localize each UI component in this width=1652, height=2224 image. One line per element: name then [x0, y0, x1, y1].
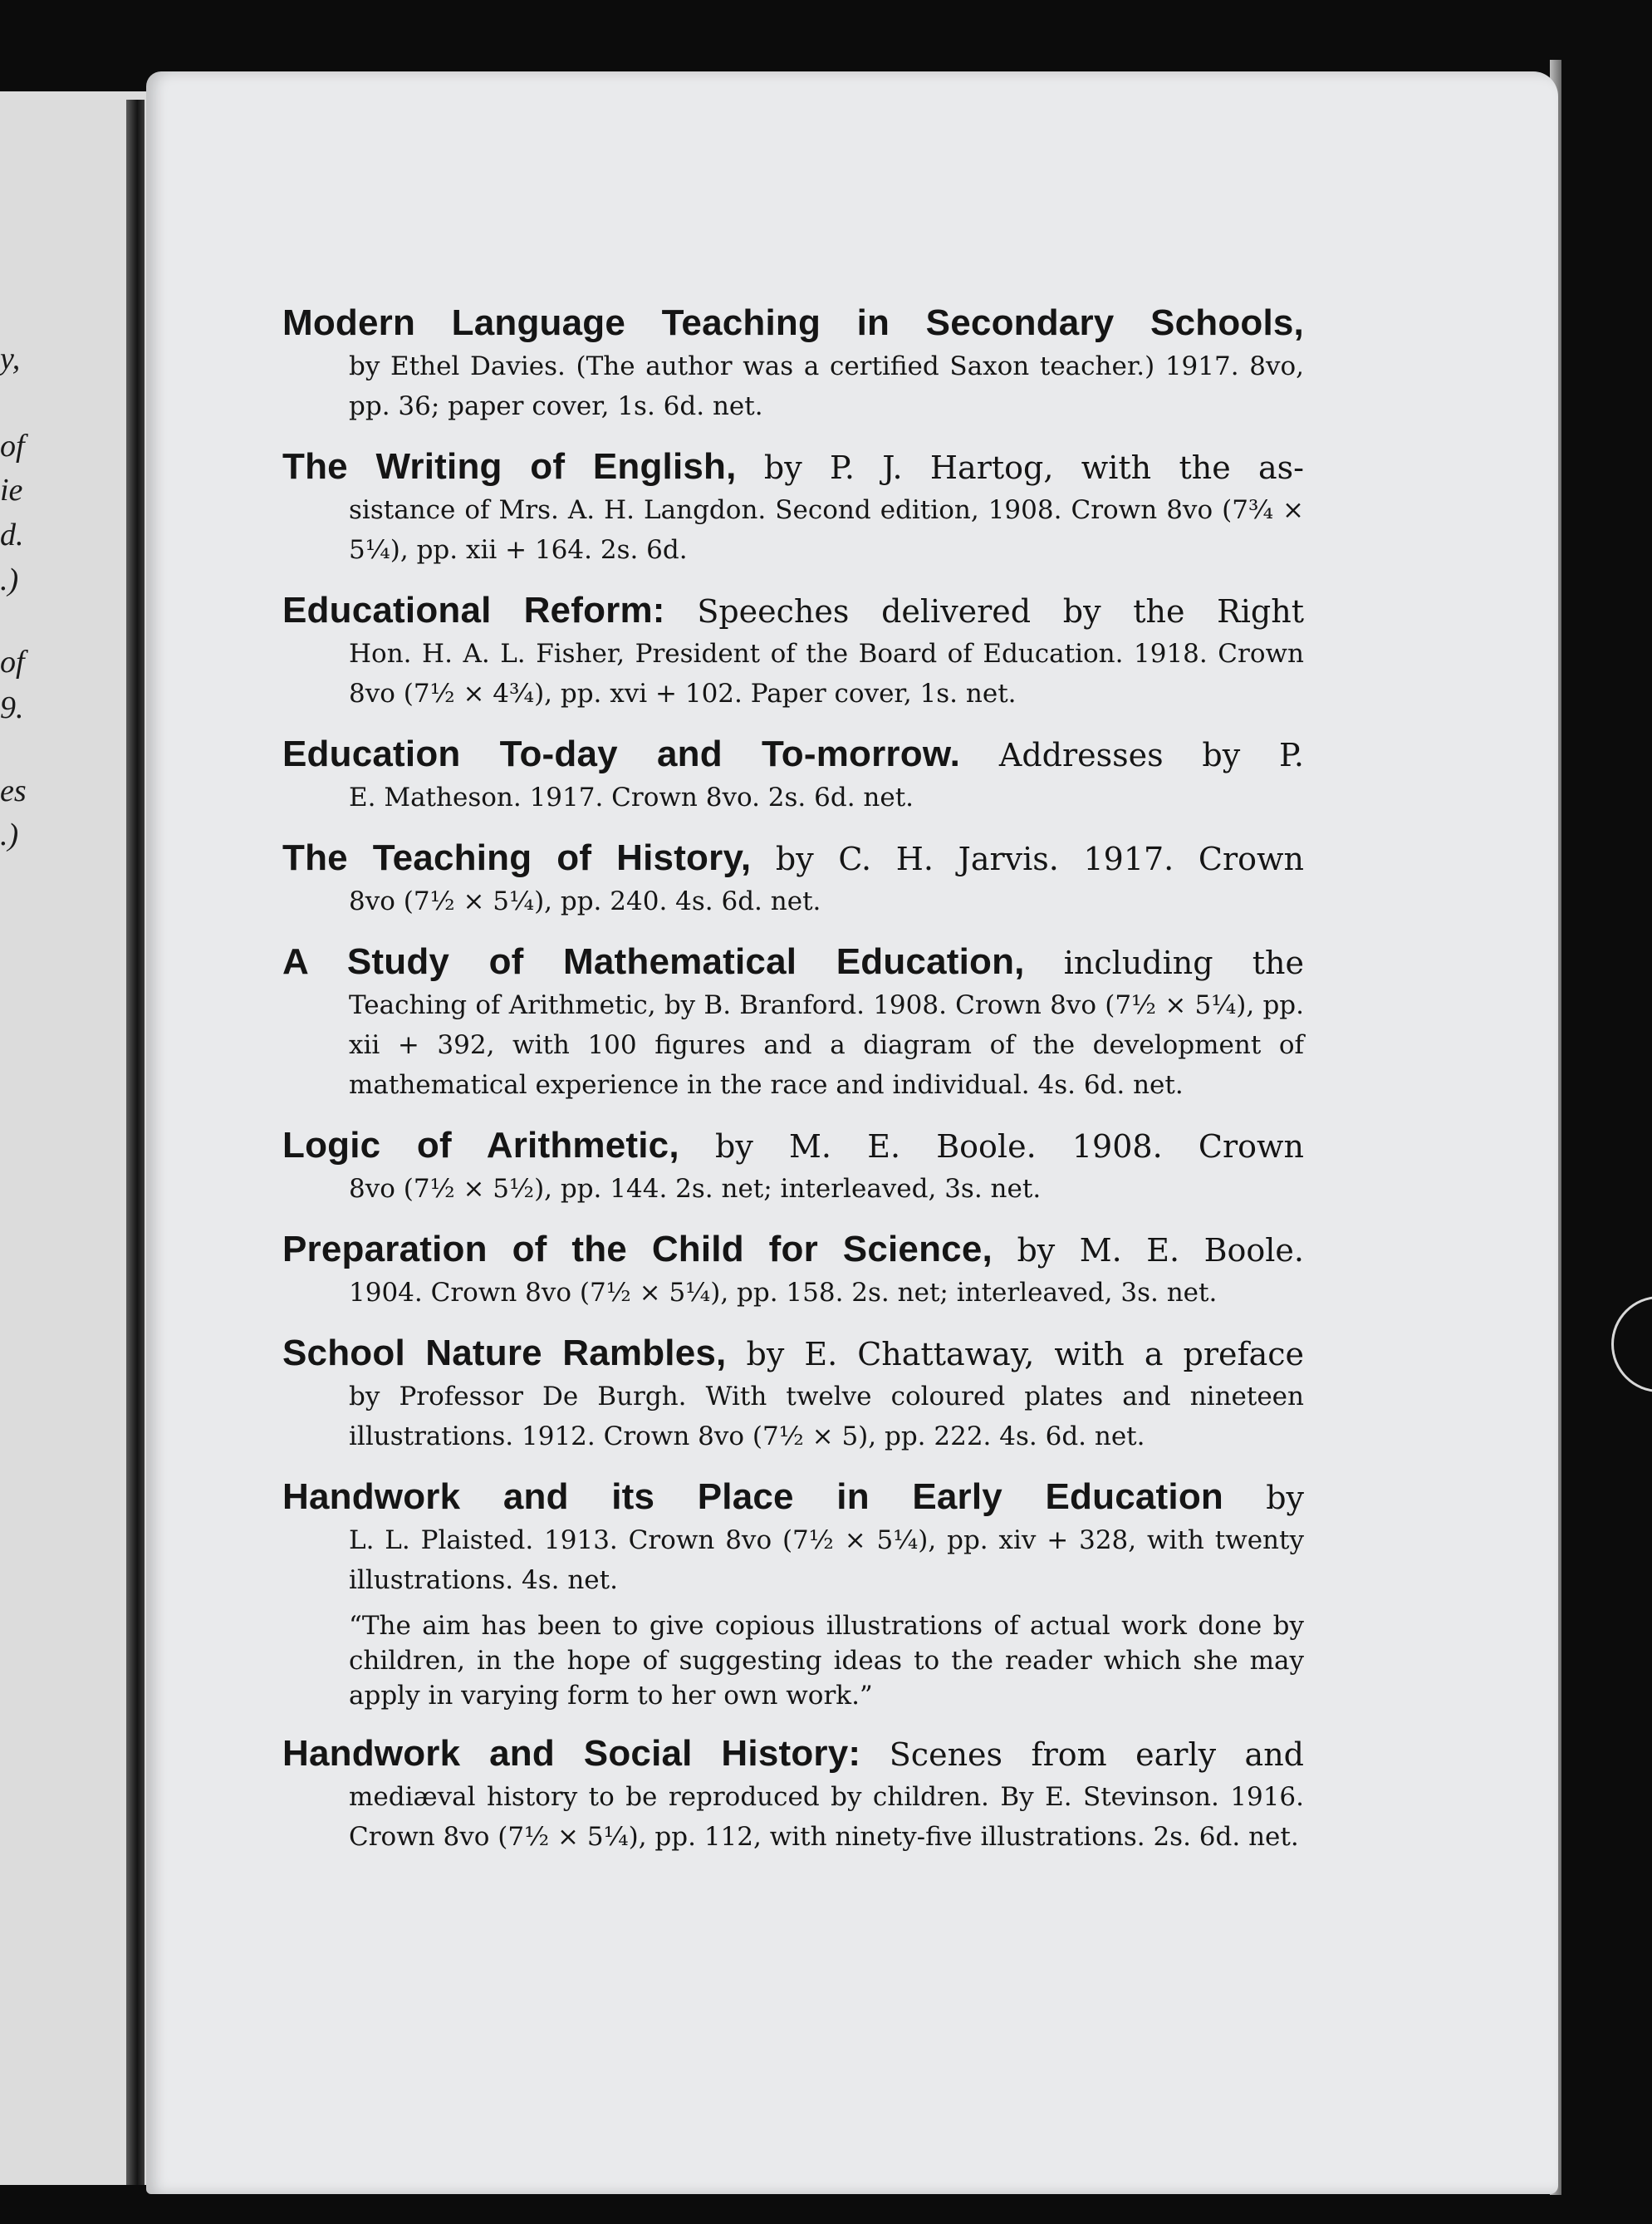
book-details: 8vo (7½ × 5¼), pp. 240. 4s. 6d. net.: [349, 886, 821, 916]
left-fragment: .): [0, 817, 19, 852]
book-gutter: [126, 100, 145, 2185]
book-details: by Ethel Davies. (The author was a certified Saxon teacher.) 1917. 8vo, pp. 36; paper cover, 1s. 6d. net.: [349, 351, 1304, 421]
left-fragment: ie: [0, 473, 23, 508]
book-title: Educational Reform:: [282, 590, 665, 631]
book-lead-text: Scenes from early and: [860, 1736, 1305, 1773]
entry-first-line: [282, 444, 1304, 490]
entry-first-line: [282, 1331, 1304, 1377]
book-lead-text: Addresses by P.: [960, 737, 1304, 773]
book-title: A Study of Mathematical Education,: [282, 941, 1025, 982]
book-lead-text: including the: [1024, 945, 1304, 981]
book-entry: [282, 836, 1304, 921]
book-details: mediæval history to be reproduced by children. By E. Stevinson. 1916. Crown 8vo (7½ × 5¼), pp. 112, with ninety-five illustrations. 2s. 6d. net.: [349, 1782, 1304, 1852]
left-fragment: .): [0, 562, 19, 597]
book-details: 8vo (7½ × 5½), pp. 144. 2s. net; interleaved, 3s. net.: [349, 1174, 1042, 1204]
book-title: Logic of Arithmetic,: [282, 1125, 679, 1166]
book-lead-text: by M. E. Boole. 1908. Crown: [679, 1128, 1304, 1165]
left-page-text-fragments: [0, 91, 50, 2185]
entry-first-line: [282, 836, 1304, 881]
book-title: The Writing of English,: [282, 446, 737, 487]
book-entry: [282, 1475, 1304, 1713]
book-title: School Nature Rambles,: [282, 1333, 727, 1373]
left-fragment: of: [0, 429, 25, 464]
book-entry: [282, 1331, 1304, 1456]
book-entry: [282, 1731, 1304, 1857]
book-entry: [282, 444, 1304, 570]
book-details: 1904. Crown 8vo (7½ × 5¼), pp. 158. 2s. net; interleaved, 3s. net.: [349, 1278, 1218, 1308]
book-title: Handwork and its Place in Early Education: [282, 1476, 1223, 1517]
book-details: Teaching of Arithmetic, by B. Branford. 1908. Crown 8vo (7½ × 5¼), pp. xii + 392, with 100 figures and a diagram of the development of mathematical experience in the race and individual. 4s. 6d. net.: [349, 990, 1304, 1100]
entry-first-line: [282, 732, 1304, 778]
left-fragment: 9.: [0, 690, 24, 725]
book-entry: [282, 1227, 1304, 1313]
page-curl-mark: [1611, 1296, 1652, 1392]
book-lead-text: by: [1223, 1480, 1305, 1516]
entry-first-line: [282, 1475, 1304, 1520]
book-lead-text: by C. H. Jarvis. 1917. Crown: [751, 841, 1304, 877]
book-details: Hon. H. A. L. Fisher, President of the Board of Education. 1918. Crown 8vo (7½ × 4¾), pp. xvi + 102. Paper cover, 1s. net.: [349, 639, 1304, 709]
book-entry: [282, 732, 1304, 817]
entry-first-line: [282, 1227, 1304, 1273]
entry-first-line: [282, 940, 1304, 985]
left-fragment: of: [0, 645, 25, 680]
book-title: The Teaching of History,: [282, 837, 752, 878]
book-entry: [282, 588, 1304, 714]
book-title: Modern Language Teaching in Secondary Schools,: [282, 302, 1304, 343]
book-lead-text: by M. E. Boole.: [992, 1232, 1304, 1269]
entry-first-line: [282, 301, 1304, 346]
book-entry: [282, 301, 1304, 426]
book-lead-text: Speeches delivered by the Right: [664, 593, 1304, 630]
left-fragment: es: [0, 773, 27, 808]
advertisement-list: [282, 301, 1304, 1875]
book-entry: [282, 940, 1304, 1105]
left-fragment: y,: [0, 341, 21, 376]
book-details: E. Matheson. 1917. Crown 8vo. 2s. 6d. net.: [349, 783, 914, 813]
book-quote: “The aim has been to give copious illustrations of actual work done by children, in the hope of suggesting ideas to the reader which she may apply in varying form to her own work.”: [349, 1611, 1304, 1711]
book-entry: [282, 1123, 1304, 1209]
entry-first-line: [282, 1731, 1304, 1777]
book-lead-text: by P. J. Hartog, with the as-: [736, 449, 1304, 486]
book-title: Education To-day and To-morrow.: [282, 734, 961, 774]
book-title: Preparation of the Child for Science,: [282, 1229, 993, 1269]
book-details: by Professor De Burgh. With twelve coloured plates and nineteen illustrations. 1912. Crown 8vo (7½ × 5), pp. 222. 4s. 6d. net.: [349, 1382, 1304, 1451]
left-fragment: d.: [0, 518, 24, 552]
book-details: L. L. Plaisted. 1913. Crown 8vo (7½ × 5¼), pp. xiv + 328, with twenty illustrations. 4s. net.: [349, 1525, 1304, 1595]
book-title: Handwork and Social History:: [282, 1733, 861, 1774]
book-details: sistance of Mrs. A. H. Langdon. Second edition, 1908. Crown 8vo (7¾ × 5¼), pp. xii + 164. 2s. 6d.: [349, 495, 1304, 565]
entry-first-line: [282, 1123, 1304, 1169]
entry-first-line: [282, 588, 1304, 634]
book-lead-text: by E. Chattaway, with a preface: [726, 1336, 1304, 1372]
